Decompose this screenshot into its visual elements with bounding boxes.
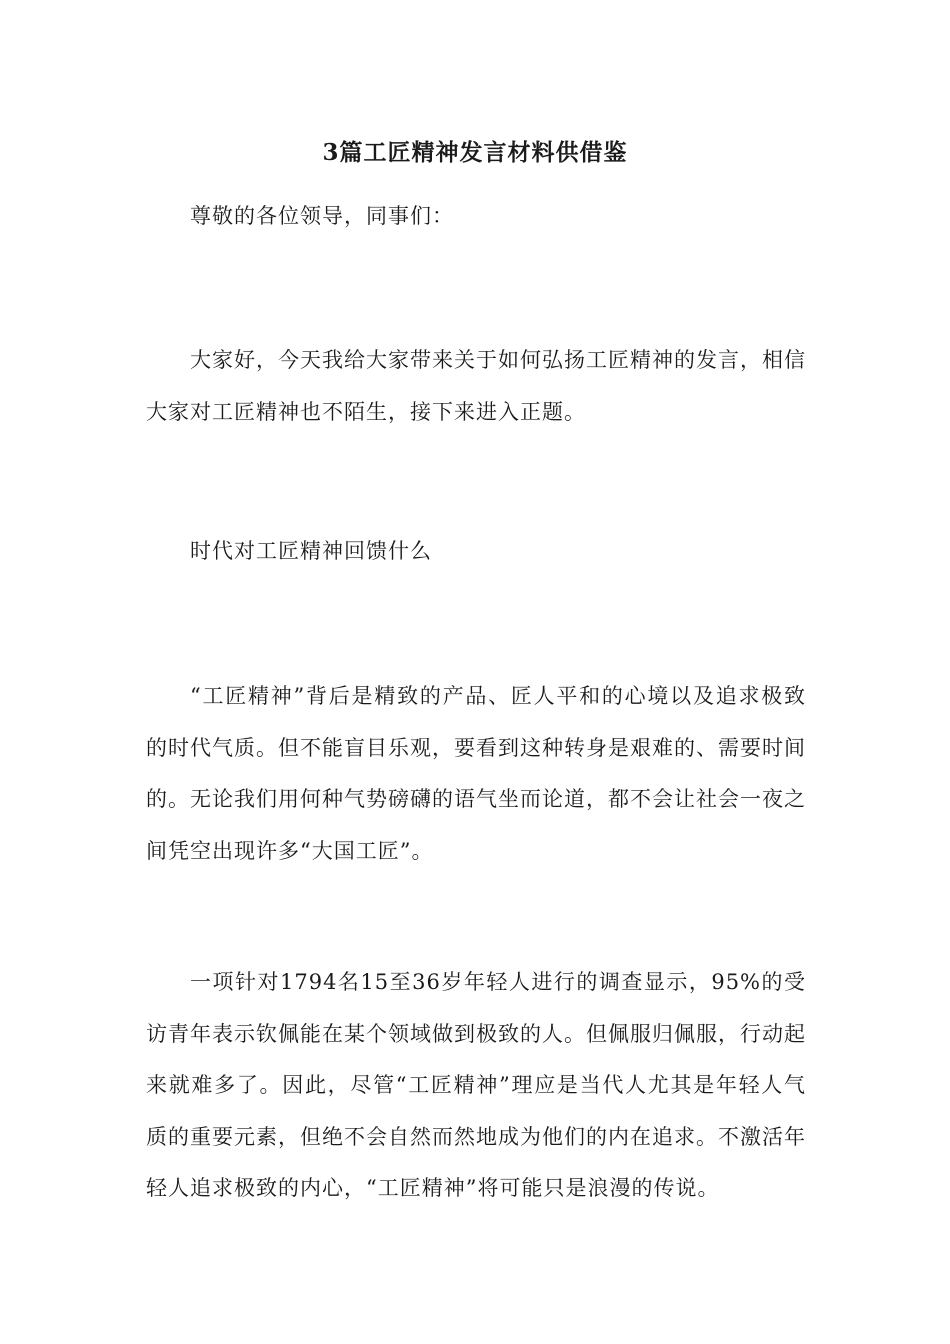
craftsman-spirit-paragraph: “工匠精神”背后是精致的产品、匠人平和的心境以及追求极致的时代气质。但不能盲目乐观，要看到这种转身是艰难的、需要时间的。无论我们用何种气势磅礴的语气坐而论道，都不会让社会一夜之间凭空出现许多“大国工匠”。: [146, 684, 806, 863]
section-heading-paragraph: 时代对工匠精神回馈什么: [190, 539, 432, 563]
greeting-paragraph: 尊敬的各位领导，同事们：: [190, 204, 454, 228]
survey-paragraph: 一项针对1794名15至36岁年轻人进行的调查显示，95%的受访青年表示钦佩能在某个领域做到极致的人。但佩服归佩服，行动起来就难多了。因此，尽管“工匠精神”理应是当代人尤其是年轻人气质的重要元素，但绝不会自然而然地成为他们的内在追求。不激活年轻人追求极致的内心，“工匠精神”将可能只是浪漫的传说。: [146, 970, 806, 1200]
intro-paragraph: 大家好，今天我给大家带来关于如何弘扬工匠精神的发言，相信大家对工匠精神也不陌生，接下来进入正题。: [146, 348, 806, 424]
document-title: 3篇工匠精神发言材料供借鉴: [322, 139, 628, 166]
